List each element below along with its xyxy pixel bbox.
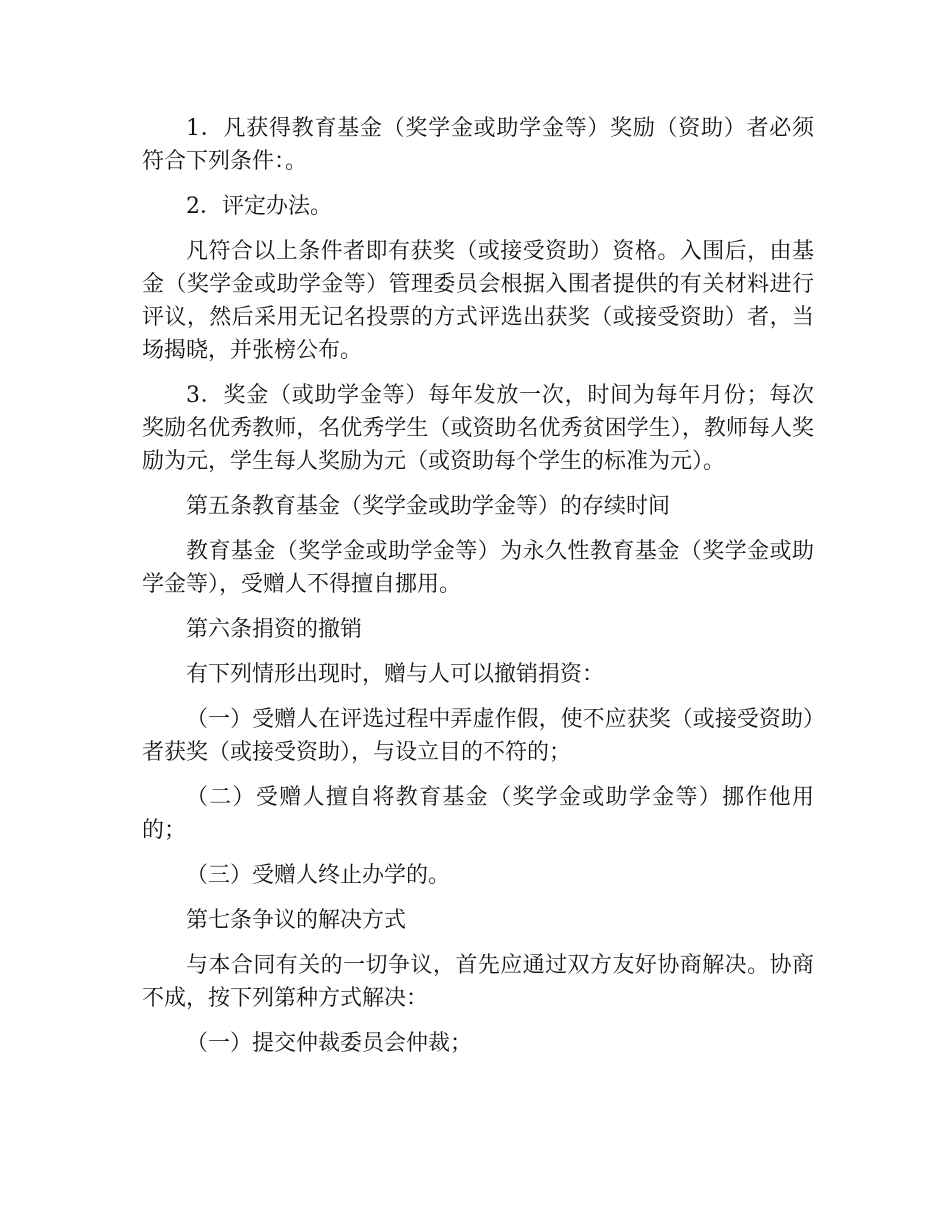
list-item-revocation-1: （一）受赠人在评选过程中弄虚作假，使不应获奖（或接受资助）者获奖（或接受资助），与设立目的不符的； [142, 707, 814, 765]
document-page [142, 112, 814, 1072]
heading-article-7: 第七条争议的解决方式 [186, 908, 407, 933]
list-item-dispute-1: （一）提交仲裁委员会仲裁； [186, 1031, 473, 1056]
heading-article-5: 第五条教育基金（奖学金或助学金等）的存续时间 [186, 494, 671, 519]
paragraph-award-schedule: 3．奖金（或助学金等）每年发放一次，时间为每年月份；每次奖励名优秀教师，名优秀学生（或资助名优秀贫困学生），教师每人奖励为元，学生每人奖励为元（或资助每个学生的标准为元）。 [142, 383, 814, 474]
list-item-revocation-2: （二）受赠人擅自将教育基金（奖学金或助学金等）挪作他用的； [142, 785, 814, 843]
paragraph-eligibility: 1．凡获得教育基金（奖学金或助学金等）奖励（资助）者必须符合下列条件：。 [142, 116, 814, 174]
heading-article-6: 第六条捐资的撤销 [186, 617, 363, 642]
paragraph-dispute-intro: 与本合同有关的一切争议，首先应通过双方友好协商解决。协商不成，按下列第种方式解决： [142, 953, 814, 1011]
paragraph-fund-duration: 教育基金（奖学金或助学金等）为永久性教育基金（奖学金或助学金等），受赠人不得擅自挪用。 [142, 539, 814, 597]
paragraph-revocation-intro: 有下列情形出现时，赠与人可以撤销捐资： [186, 662, 605, 687]
paragraph-evaluation-method: 2．评定办法。 [186, 194, 332, 219]
paragraph-evaluation-process: 凡符合以上条件者即有获奖（或接受资助）资格。入围后，由基金（奖学金或助学金等）管理委员会根据入围者提供的有关材料进行评议，然后采用无记名投票的方式评选出获奖（或接受资助）者，当场揭晓，并张榜公布。 [142, 239, 814, 363]
list-item-revocation-3: （三）受赠人终止办学的。 [186, 863, 451, 888]
